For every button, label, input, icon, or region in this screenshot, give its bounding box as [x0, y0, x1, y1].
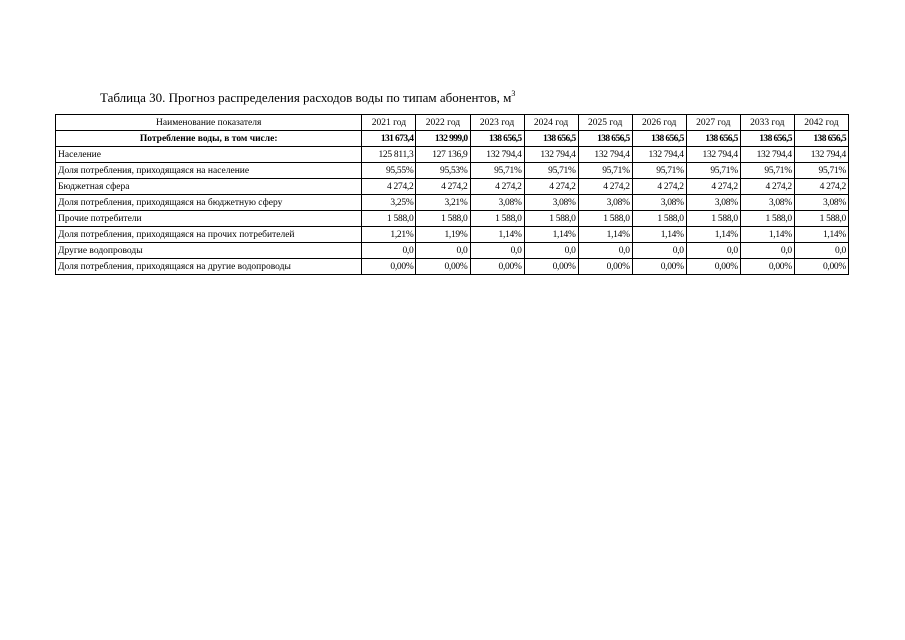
- value-cell: 1,14%: [794, 227, 848, 243]
- value-cell: 4 274,2: [632, 179, 686, 195]
- water-distribution-forecast-table: [55, 114, 849, 275]
- value-cell: 3,08%: [524, 195, 578, 211]
- value-cell: 95,71%: [470, 163, 524, 179]
- row-label: Доля потребления, приходящаяся на прочих потребителей: [56, 227, 362, 243]
- header-year: 2026 год: [632, 115, 686, 131]
- value-cell: 0,0: [632, 243, 686, 259]
- value-cell: 1 588,0: [470, 211, 524, 227]
- value-cell: 3,08%: [686, 195, 740, 211]
- table-header-row: [56, 115, 849, 131]
- row-label: Население: [56, 147, 362, 163]
- value-cell: 3,08%: [740, 195, 794, 211]
- value-cell: 1 588,0: [578, 211, 632, 227]
- row-label: Бюджетная сфера: [56, 179, 362, 195]
- caption-unit-superscript: 3: [511, 89, 516, 98]
- value-cell: 132 999,0: [416, 131, 470, 147]
- value-cell: 132 794,4: [524, 147, 578, 163]
- value-cell: 1,14%: [686, 227, 740, 243]
- row-label: Доля потребления, приходящаяся на бюджетную сферу: [56, 195, 362, 211]
- value-cell: 4 274,2: [578, 179, 632, 195]
- value-cell: 127 136,9: [416, 147, 470, 163]
- row-label: Прочие потребители: [56, 211, 362, 227]
- value-cell: 95,71%: [686, 163, 740, 179]
- share-row: [56, 259, 849, 275]
- value-cell: 0,00%: [578, 259, 632, 275]
- value-cell: 95,53%: [416, 163, 470, 179]
- value-cell: 1,14%: [578, 227, 632, 243]
- header-year: 2024 год: [524, 115, 578, 131]
- row-label: Доля потребления, приходящаяся на другие водопроводы: [56, 259, 362, 275]
- value-cell: 1 588,0: [686, 211, 740, 227]
- value-cell: 1 588,0: [416, 211, 470, 227]
- value-cell: 3,08%: [794, 195, 848, 211]
- header-year: 2021 год: [362, 115, 416, 131]
- category-row: [56, 179, 849, 195]
- value-cell: 138 656,5: [524, 131, 578, 147]
- value-cell: 1 588,0: [740, 211, 794, 227]
- header-indicator-name: Наименование показателя: [56, 115, 362, 131]
- value-cell: 0,0: [416, 243, 470, 259]
- header-year: 2033 год: [740, 115, 794, 131]
- value-cell: 95,71%: [740, 163, 794, 179]
- value-cell: 4 274,2: [686, 179, 740, 195]
- value-cell: 138 656,5: [686, 131, 740, 147]
- value-cell: 0,00%: [632, 259, 686, 275]
- value-cell: 4 274,2: [740, 179, 794, 195]
- value-cell: 138 656,5: [740, 131, 794, 147]
- value-cell: 132 794,4: [794, 147, 848, 163]
- value-cell: 0,00%: [362, 259, 416, 275]
- value-cell: 0,0: [524, 243, 578, 259]
- value-cell: 0,0: [740, 243, 794, 259]
- value-cell: 4 274,2: [470, 179, 524, 195]
- row-label: Потребление воды, в том числе:: [56, 131, 362, 147]
- value-cell: 0,0: [686, 243, 740, 259]
- value-cell: 0,00%: [794, 259, 848, 275]
- value-cell: 4 274,2: [416, 179, 470, 195]
- value-cell: 4 274,2: [794, 179, 848, 195]
- value-cell: 125 811,3: [362, 147, 416, 163]
- value-cell: 1,14%: [524, 227, 578, 243]
- value-cell: 132 794,4: [632, 147, 686, 163]
- value-cell: 3,08%: [470, 195, 524, 211]
- value-cell: 95,71%: [794, 163, 848, 179]
- value-cell: 138 656,5: [632, 131, 686, 147]
- value-cell: 3,08%: [578, 195, 632, 211]
- value-cell: 0,00%: [740, 259, 794, 275]
- value-cell: 1,14%: [740, 227, 794, 243]
- value-cell: 1,21%: [362, 227, 416, 243]
- row-label: Другие водопроводы: [56, 243, 362, 259]
- value-cell: 138 656,5: [470, 131, 524, 147]
- value-cell: 0,00%: [686, 259, 740, 275]
- share-row: [56, 195, 849, 211]
- value-cell: 132 794,4: [578, 147, 632, 163]
- table-caption: [100, 89, 515, 106]
- header-year: 2022 год: [416, 115, 470, 131]
- value-cell: 0,0: [794, 243, 848, 259]
- header-year: 2042 год: [794, 115, 848, 131]
- header-year: 2027 год: [686, 115, 740, 131]
- value-cell: 1,14%: [632, 227, 686, 243]
- value-cell: 131 673,4: [362, 131, 416, 147]
- value-cell: 95,71%: [632, 163, 686, 179]
- value-cell: 3,21%: [416, 195, 470, 211]
- value-cell: 1 588,0: [794, 211, 848, 227]
- value-cell: 132 794,4: [686, 147, 740, 163]
- value-cell: 1,14%: [470, 227, 524, 243]
- value-cell: 0,00%: [524, 259, 578, 275]
- value-cell: 95,55%: [362, 163, 416, 179]
- value-cell: 1 588,0: [524, 211, 578, 227]
- value-cell: 138 656,5: [578, 131, 632, 147]
- value-cell: 0,0: [578, 243, 632, 259]
- value-cell: 0,00%: [416, 259, 470, 275]
- category-row: [56, 243, 849, 259]
- category-row: [56, 147, 849, 163]
- value-cell: 3,08%: [632, 195, 686, 211]
- value-cell: 95,71%: [578, 163, 632, 179]
- header-year: 2023 год: [470, 115, 524, 131]
- value-cell: 132 794,4: [470, 147, 524, 163]
- header-year: 2025 год: [578, 115, 632, 131]
- table-body: [56, 131, 849, 275]
- share-row: [56, 163, 849, 179]
- value-cell: 138 656,5: [794, 131, 848, 147]
- value-cell: 1 588,0: [632, 211, 686, 227]
- value-cell: 95,71%: [524, 163, 578, 179]
- value-cell: 1 588,0: [362, 211, 416, 227]
- value-cell: 0,00%: [470, 259, 524, 275]
- caption-text: Таблица 30. Прогноз распределения расходов воды по типам абонентов, м: [100, 90, 512, 105]
- value-cell: 0,0: [362, 243, 416, 259]
- row-label: Доля потребления, приходящаяся на население: [56, 163, 362, 179]
- value-cell: 4 274,2: [362, 179, 416, 195]
- value-cell: 132 794,4: [740, 147, 794, 163]
- value-cell: 4 274,2: [524, 179, 578, 195]
- total-row: [56, 131, 849, 147]
- value-cell: 0,0: [470, 243, 524, 259]
- value-cell: 1,19%: [416, 227, 470, 243]
- category-row: [56, 211, 849, 227]
- share-row: [56, 227, 849, 243]
- value-cell: 3,25%: [362, 195, 416, 211]
